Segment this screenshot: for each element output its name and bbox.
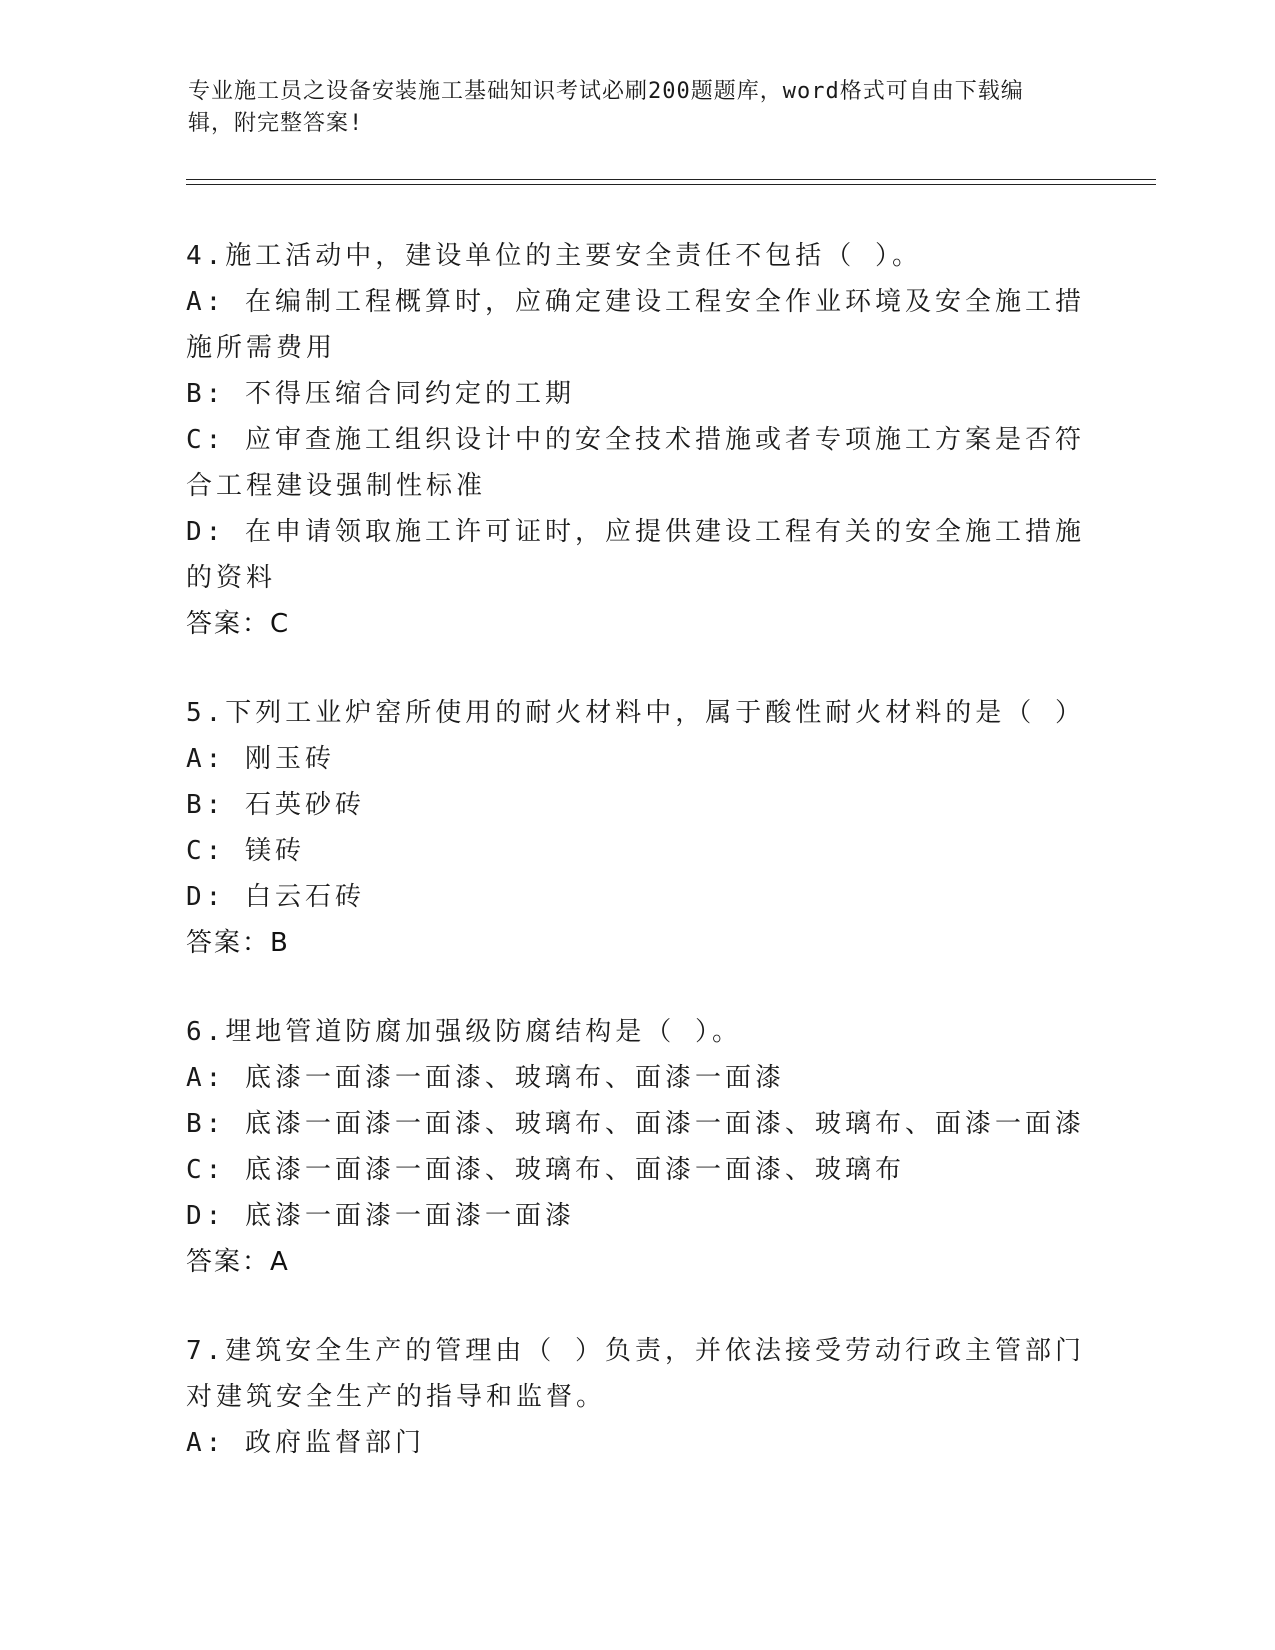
document-header: 专业施工员之设备安装施工基础知识考试必刷200题题库，word格式可自由下载编辑，附完整答案! <box>188 79 1024 136</box>
option-c: C: 应审查施工组织设计中的安全技术措施或者专项施工方案是否符合工程建设强制性标准 <box>186 425 1085 501</box>
question-stem: 4.施工活动中，建设单位的主要安全责任不包括（ ）。 <box>186 241 922 271</box>
option-d: D: 在申请领取施工许可证时，应提供建设工程有关的安全施工措施的资料 <box>186 517 1085 593</box>
option-a: A: 底漆一面漆一面漆、玻璃布、面漆一面漆 <box>186 1063 785 1093</box>
answer-label: 答案：C <box>186 609 291 639</box>
option-c: C: 底漆一面漆一面漆、玻璃布、面漆一面漆、玻璃布 <box>186 1155 905 1185</box>
header-rule-bottom <box>186 184 1156 185</box>
option-c: C: 镁砖 <box>186 836 305 866</box>
option-a: A: 在编制工程概算时，应确定建设工程安全作业环境及安全施工措施所需费用 <box>186 287 1085 363</box>
question-stem: 7.建筑安全生产的管理由（ ）负责，并依法接受劳动行政主管部门对建筑安全生产的指导和监督。 <box>186 1336 1085 1412</box>
option-d: D: 底漆一面漆一面漆一面漆 <box>186 1201 575 1231</box>
option-a: A: 刚玉砖 <box>186 744 335 774</box>
question-4 <box>186 233 1086 647</box>
option-a: A: 政府监督部门 <box>186 1428 425 1458</box>
question-list <box>186 233 1086 1509</box>
answer-label: 答案：B <box>186 928 290 958</box>
question-5 <box>186 690 1086 966</box>
option-b: B: 不得压缩合同约定的工期 <box>186 379 575 409</box>
option-d: D: 白云石砖 <box>186 882 365 912</box>
question-stem: 6.埋地管道防腐加强级防腐结构是（ ）。 <box>186 1017 742 1047</box>
question-6 <box>186 1009 1086 1285</box>
question-stem: 5.下列工业炉窑所使用的耐火材料中，属于酸性耐火材料的是（ ） <box>186 698 1085 728</box>
answer-label: 答案：A <box>186 1247 290 1277</box>
question-7 <box>186 1328 1086 1466</box>
option-b: B: 底漆一面漆一面漆、玻璃布、面漆一面漆、玻璃布、面漆一面漆 <box>186 1109 1085 1139</box>
header-rule-top <box>186 179 1156 180</box>
option-b: B: 石英砂砖 <box>186 790 365 820</box>
